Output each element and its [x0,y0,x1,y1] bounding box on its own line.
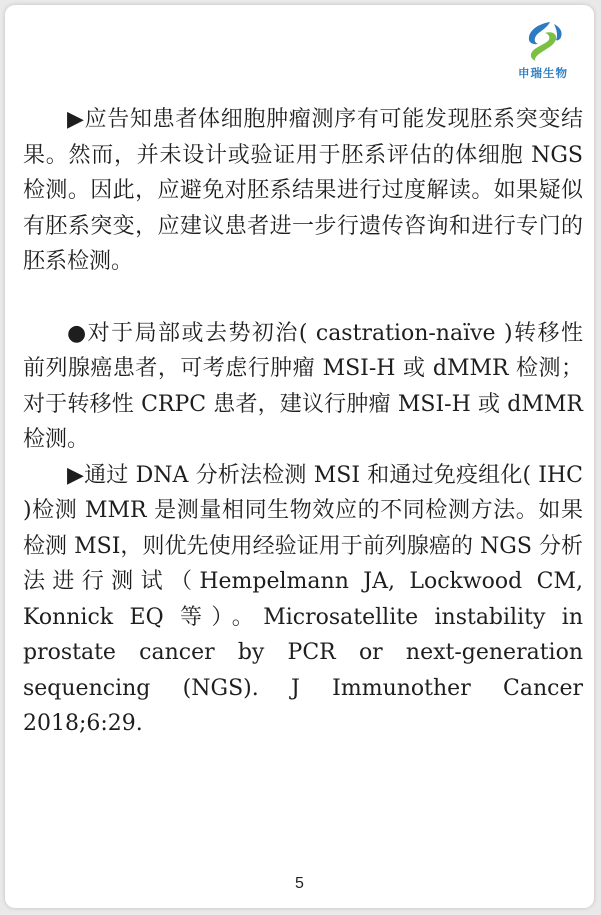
brand-name: 申瑞生物 [518,66,568,80]
page-number: 5 [295,875,304,892]
paragraph-msi-methods: ▶通过 DNA 分析法检测 MSI 和通过免疫组化( IHC )检测 MMR 是测量相同生物效应的不同检测方法。如果检测 MSI，则优先使用经验证用于前列腺癌的 NGS 分析法进行测试（Hempelmann JA, Lockwood CM, Konnick EQ 等）。Microsatellite instability in prostate cancer by PCR or next-generation sequencing (NGS). J Immunother Cancer 2018;6:29. [23,462,583,736]
shenrui-logo-icon [520,20,566,62]
paragraph-germline-note: ▶应告知患者体细胞肿瘤测序有可能发现胚系突变结果。然而，并未设计或验证用于胚系评估的体细胞 NGS 检测。因此，应避免对胚系结果进行过度解读。如果疑似有胚系突变，应建议患者进一步行遗传咨询和进行专门的胚系检测。 [23,107,583,274]
document-page [5,5,594,908]
brand-logo [508,20,578,82]
body-text [23,102,583,742]
paragraph-msi-recommendation: ●对于局部或去势初治( castration-naïve )转移性前列腺癌患者，可考虑行肿瘤 MSI-H 或 dMMR 检测；对于转移性 CRPC 患者，建议行肿瘤 MSI-H 或 dMMR 检测。 [23,320,583,452]
